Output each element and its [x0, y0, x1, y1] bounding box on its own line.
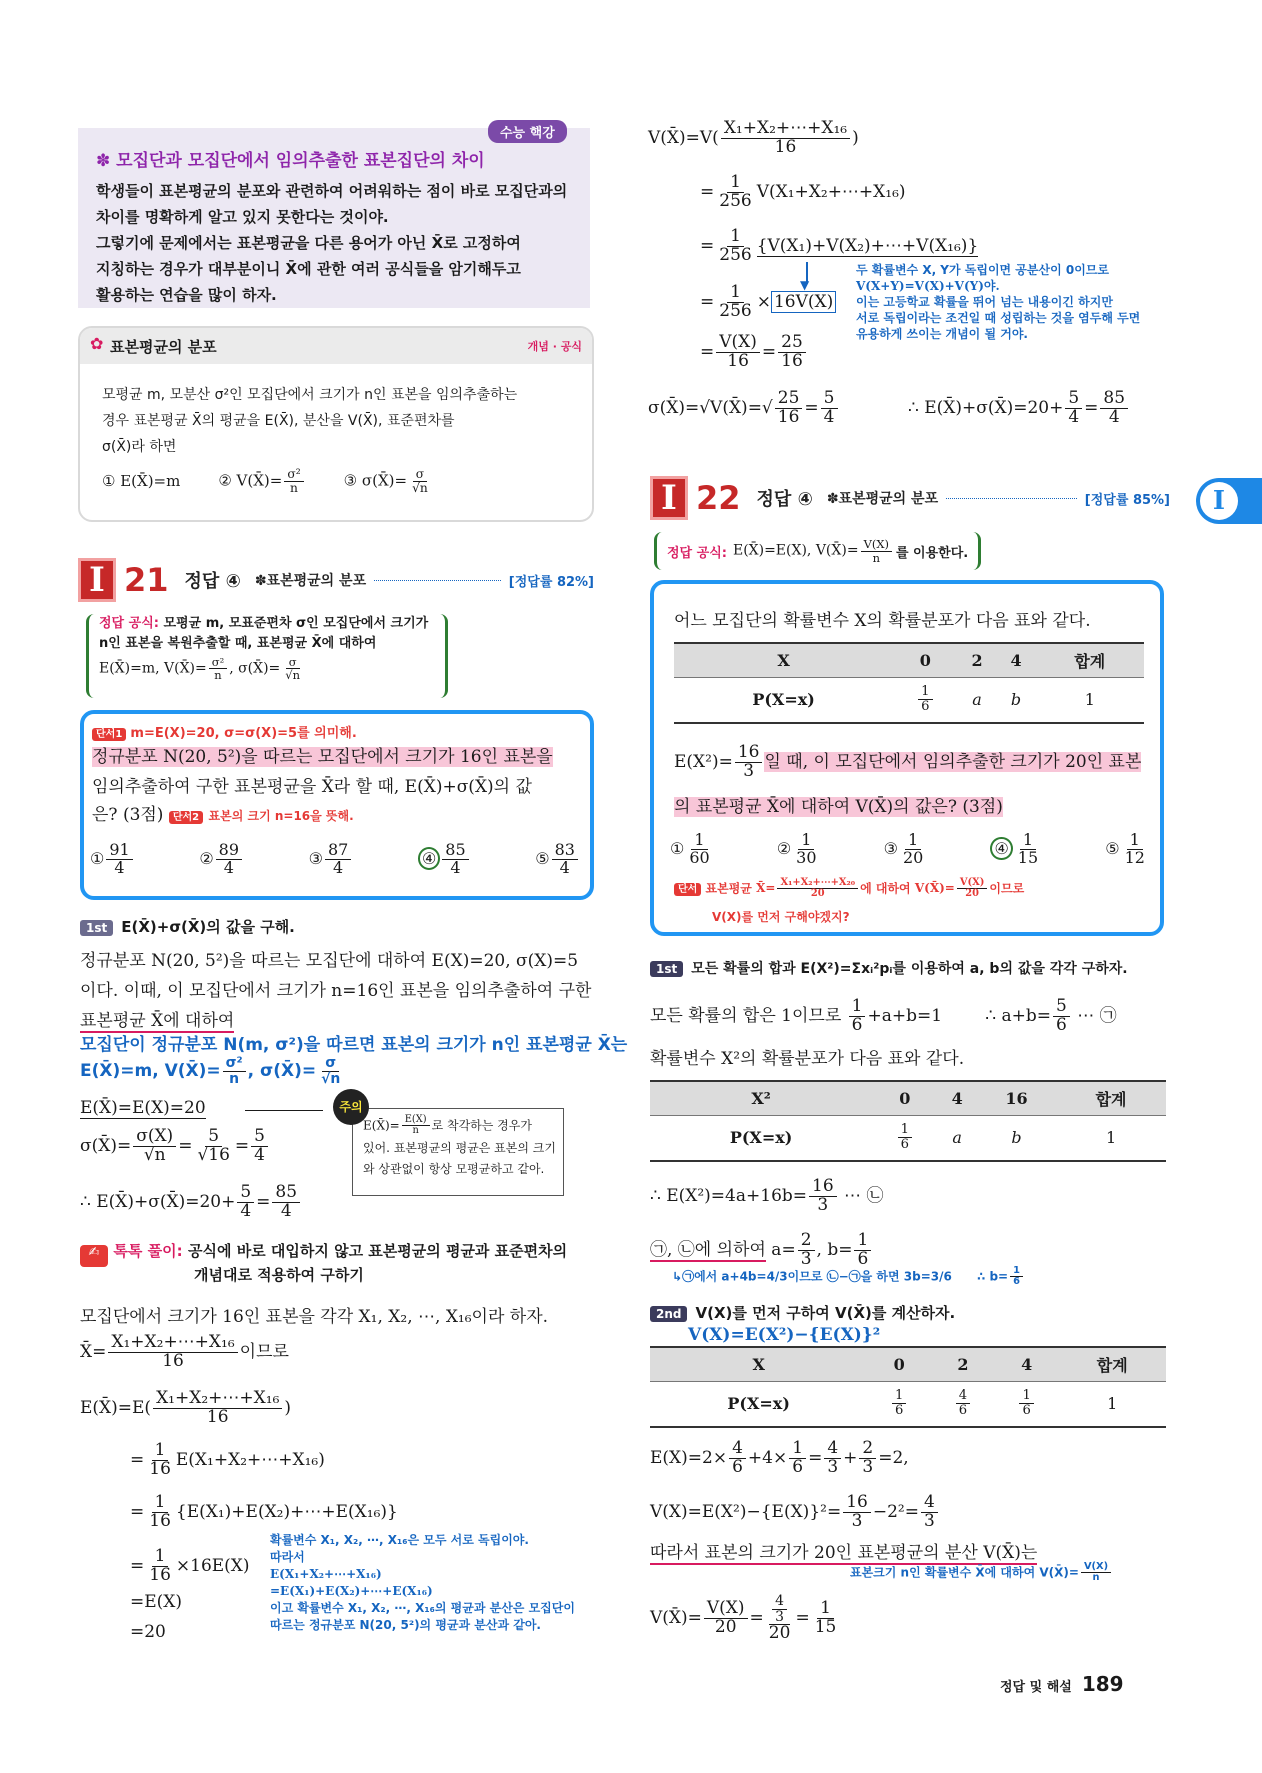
p21-choice-1[interactable]: ① $\frac{91}{4}$ — [90, 842, 135, 877]
p21-choice-3[interactable]: ③ $\frac{87}{4}$ — [309, 842, 354, 877]
p21-body-1: 정규분포 N(20, 5²)을 따르는 모집단에 대하여 E(X)=20, σ(X)=5 — [80, 951, 579, 971]
p22-choice-4[interactable]: ④ $\frac{1}{15}$ — [990, 832, 1043, 867]
core-line-2: 차이를 명확하게 알고 있지 못한다는 것이야. — [96, 208, 389, 226]
concept-formulas — [102, 468, 433, 495]
p22-formula: 정답 공식: E(X̄)=E(X), V(X̄)= $\frac{V(X)}{n}$ 를 이용한다. — [654, 532, 981, 570]
p21-choices — [90, 842, 580, 877]
p22-ex: E(X)=2× $\frac{4}{6}$ +4× $\frac{1}{6}$ = $\frac{4}{3}$ + $\frac{2}{3}$ =2, — [650, 1438, 909, 1477]
p21-question-box — [80, 710, 594, 900]
p21-dots — [374, 580, 501, 581]
p22-q-line-1: E(X²)= $\frac{16}{3}$ 일 때, 이 모집단에서 임의추출한 크기가 20인 표본 — [674, 742, 1142, 781]
p22-q-intro: 어느 모집단의 확률변수 X의 확률분포가 다음 표와 같다. — [674, 611, 1091, 631]
thumbs-icon: ✍ — [80, 1245, 108, 1267]
p21-note1-eq: E(X̄)=m, V(X̄)= $\frac{\text{σ²}}{n}$ , σ(X̄)= $\frac{\sigma}{√n}$ — [80, 1055, 341, 1087]
flower-icon: ✿ — [90, 334, 104, 353]
p22-step2: 2nd V(X)를 먼저 구하여 V(X̄)를 계산하자. — [650, 1302, 955, 1323]
concept-item-2: ② V(X̄)= $\frac{\text{σ²}}{n}$ — [218, 468, 305, 495]
p21-alt-header: ✍ 톡톡 풀이: 공식에 바로 대입하지 않고 표본평균의 평균과 표준편차의 — [80, 1240, 567, 1267]
p21-alt-note: 확률변수 X₁, X₂, ⋯, X₁₆은 모두 서로 독립이야. 따라서 E(X₁+X₂+⋯+X₁₆) =E(X₁)+E(X₂)+⋯+E(X₁₆) 이고 확률변수 X₁, X₂, ⋯, X₁₆의 평균과 분산은 모집단이 따르는 정규분포 N(20, 5²)의 평균과 분산과 같아. — [270, 1533, 575, 1632]
core-line-3: 그렇기에 문제에서는 표본평균을 다른 용어가 아닌 X̄로 고정하여 — [96, 234, 521, 252]
p21-alt-eq3: = $\frac{1}{16}$ E(X₁+X₂+⋯+X₁₆) — [130, 1440, 325, 1479]
p21-q-line-1: 정규분포 N(20, 5²)을 따르는 모집단에서 크기가 16인 표본을 — [92, 747, 553, 767]
p21-alt-desc-2: 개념대로 적용하여 구하기 — [194, 1266, 364, 1284]
p22-final-line: 따라서 표본의 크기가 20인 표본평균의 분산 V(X̄)는 — [650, 1543, 1038, 1563]
rt-eq1: V(X̄)=V( $\frac{\text{X₁+X₂+⋯+X₁₆}}{16}$ ) — [648, 118, 859, 157]
concept-line-1: 모평균 m, 모분산 σ²인 모집단에서 크기가 n인 표본을 임의추출하는 — [102, 387, 518, 403]
footer-label: 정답 및 해설 — [1000, 1680, 1072, 1695]
p22-choices — [670, 832, 1150, 867]
p22-choice-2[interactable]: ② $\frac{1}{30}$ — [776, 830, 817, 867]
p21-q-line-3: 은? (3점) 단서2 표본의 크기 n=16을 뜻해. — [92, 805, 354, 825]
p21-number: 21 — [124, 561, 169, 599]
concept-item-3: ③ σ(X̄)= $\frac{\sigma}{√n}$ — [343, 467, 428, 495]
core-line-4: 지칭하는 경우가 대부분이니 X̄에 관한 여러 공식들을 암기해두고 — [96, 260, 521, 278]
p21-formula-eq: E(X̄)=m, V(X̄)= $\frac{\text{σ²}}{n}$ , σ(X̄)= $\frac{\sigma}{√n}$ — [99, 655, 300, 683]
rt-note: 두 확률변수 X, Y가 독립이면 공분산이 0이므로 V(X+Y)=V(X)+V(Y)야. 이는 고등학교 확률을 뛰어 넘는 내용이긴 하지만 서로 독립이라는 조건일 때 성립하는 것을 염두해 두면 유용하게 쓰이는 개념이 될 거야. — [856, 263, 1141, 341]
p22-step1: 1st 모든 확률의 합과 E(X²)=Σxᵢ²pᵢ를 이용하여 a, b의 값을 각각 구하자. — [650, 958, 1128, 978]
p21-alt-eq6: =E(X) — [130, 1592, 183, 1612]
p21-header — [78, 558, 594, 602]
p21-formula-line-2: n인 표본을 복원추출할 때, 표본평균 X̄에 대하여 — [99, 636, 377, 651]
caution-line-3: 와 상관없이 항상 모평균하고 같아. — [363, 1161, 545, 1176]
page-footer — [1000, 1672, 1124, 1696]
p22-topic: ✽표본평균의 분포 — [826, 491, 939, 507]
p21-body-2: 이다. 이때, 이 모집단에서 크기가 n=16인 표본을 임의추출하여 구한 — [80, 981, 592, 1001]
concept-title: 표본평균의 분포 — [110, 338, 217, 356]
p22-step2-note: V(X)=E(X²)−{E(X)}² — [688, 1325, 881, 1345]
p22-solve: ㉠, ㉡에 의하여 a= $\frac{2}{3}$ , b= $\frac{1}{6}$ — [650, 1232, 873, 1269]
p21-eq3: ∴ E(X̄)+σ(X̄)=20+ $\frac{5}{4}$ = $\frac{85}{4}$ — [80, 1184, 302, 1221]
p22-eq-ex2: ∴ E(X²)=4a+16b= $\frac{16}{3}$ ⋯ ㉡ — [650, 1176, 884, 1215]
p22-final-note: 표본크기 n인 확률변수 X̄에 대하여 V(X̄)= $\frac{V(X)}{n}$ — [850, 1562, 1113, 1584]
rt-arrow-head: ▼ — [800, 278, 810, 292]
rt-eq3: = $\frac{1}{256}$ {V(X₁)+V(X₂)+⋯+V(X₁₆)} — [700, 226, 979, 265]
p22-hint: 단서 표본평균 X̄= $\frac{\text{X₁+X₂+⋯+X₂₀}}{20}$ 에 대하여 V(X̄)= $\frac{V(X)}{20}$ 이므로 — [674, 878, 1024, 900]
concept-line-3: σ(X̄)라 하면 — [102, 439, 177, 455]
p21-alt-eq4: = $\frac{1}{16}$ {E(X₁)+E(X₂)+⋯+E(X₁₆)} — [130, 1492, 398, 1531]
p22-x2-line: 확률변수 X²의 확률분포가 다음 표와 같다. — [650, 1049, 965, 1069]
p22-choice-1[interactable]: ① $\frac{1}{60}$ — [670, 830, 710, 867]
p21-choice-4[interactable]: ④ $\frac{85}{4}$ — [418, 842, 471, 877]
p22-table1: X 0 2 4 합계 P(X=x) $\frac{1}{6}$ a b 1 — [674, 642, 1144, 724]
side-tab-circle: I — [1200, 482, 1238, 520]
p21-note1: 모집단이 정규분포 N(m, σ²)을 따르면 표본의 크기가 n인 표본평균 X̄는 — [80, 1035, 628, 1055]
caution-line-2: 있어. 표본평균의 평균은 표본의 크기 — [363, 1140, 556, 1155]
p21-choice-5[interactable]: ⑤ $\frac{83}{4}$ — [535, 842, 580, 877]
rt-eq7: ∴ E(X̄)+σ(X̄)=20+ $\frac{5}{4}$ = $\frac{85}{4}$ — [908, 390, 1130, 427]
core-line-5: 활용하는 연습을 많이 하자. — [96, 286, 277, 304]
p21-alt-eq2: E(X̄)=E( $\frac{\text{X₁+X₂+⋯+X₁₆}}{16}$ ) — [80, 1388, 292, 1427]
p22-header — [650, 476, 1170, 520]
p21-alt-eq1: X̄= $\frac{\text{X₁+X₂+⋯+X₁₆}}{16}$ 이므로 — [80, 1332, 289, 1371]
p21-alt-eq7: =20 — [130, 1622, 166, 1642]
p21-eq1: E(X̄)=E(X)=20 — [80, 1098, 206, 1118]
p21-q-line-2: 임의추출하여 구한 표본평균을 X̄라 할 때, E(X̄)+σ(X̄)의 값 — [92, 777, 532, 797]
concept-item-1: ① E(X̄)=m — [102, 472, 181, 491]
p21-formula — [86, 614, 448, 698]
p22-rate: [정답률 85%] — [1084, 492, 1170, 508]
p22-table2: X² 0 4 16 합계 P(X=x) $\frac{1}{6}$ a b 1 — [650, 1080, 1166, 1162]
p21-formula-label: 정답 공식: — [99, 616, 159, 631]
p21-eq2: σ(X̄)= $\frac{\sigma(X)}{√n}$ = $\frac{5}{√16}$ = $\frac{5}{4}$ — [80, 1128, 270, 1165]
p21-formula-line-1: 모평균 m, 모표준편차 σ인 모집단에서 크기가 — [163, 616, 429, 631]
p21-hint2-text: 표본의 크기 n=16을 뜻해. — [208, 809, 354, 823]
rt-eq5: = $\frac{V(X)}{16}$ = $\frac{25}{16}$ — [700, 334, 808, 371]
p21-alt-eq5: = $\frac{1}{16}$ ×16E(X) — [130, 1546, 250, 1585]
p22-sum-line: 모든 확률의 합은 1이므로 $\frac{1}{6}$ +a+b=1 ∴ a+b= $\frac{5}{6}$ ⋯ ㉠ — [650, 996, 1117, 1035]
p21-step1: 1st E(X̄)+σ(X̄)의 값을 구해. — [80, 916, 295, 937]
p22-vx: V(X)=E(X²)−{E(X)}²= $\frac{16}{3}$ −2²= $\frac{4}{3}$ — [650, 1494, 940, 1531]
p21-choice-2[interactable]: ② $\frac{89}{4}$ — [199, 842, 244, 877]
core-box — [78, 128, 590, 308]
p21-unit-icon: I — [78, 558, 116, 602]
p21-hint1-tag: 단서1 — [92, 728, 126, 741]
caution-badge: 주의 — [333, 1089, 369, 1125]
p22-dots — [946, 498, 1077, 499]
page-number: 189 — [1081, 1672, 1124, 1696]
caution-line-1: E(X̄)= $\frac{E(X)}{n}$ 로 착각하는 경우가 — [363, 1114, 532, 1137]
p21-caution — [339, 1100, 564, 1196]
p22-final-eq: V(X̄)= $\frac{V(X)}{20}$ = $\frac{\frac{4}{3}}{20}$ = $\frac{1}{15}$ — [650, 1593, 837, 1644]
p21-body-3: 표본평균 X̄에 대하여 — [80, 1011, 235, 1031]
p22-answer: 정답 ④ — [756, 489, 813, 510]
side-tab — [1196, 478, 1262, 524]
p22-choice-3[interactable]: ③ $\frac{1}{20}$ — [883, 830, 924, 867]
p22-solve-note: ↳㉠에서 a+4b=4/3이므로 ㉡−㉠을 하면 3b=3/6 ∴ b= $\frac{1}{6}$ — [672, 1266, 1025, 1288]
p22-choice-5[interactable]: ⑤ $\frac{1}{12}$ — [1105, 830, 1145, 867]
p21-hint2-tag: 단서2 — [169, 811, 203, 824]
core-line-1: 학생들이 표본평균의 분포와 관련하여 어려워하는 점이 바로 모집단과의 — [96, 182, 568, 200]
p22-table3: X 0 2 4 합계 P(X=x) $\frac{1}{6}$ $\frac{4}{6}$ $\frac{1}{6}$ 1 — [650, 1346, 1166, 1428]
p21-hint1 — [92, 722, 357, 741]
p22-question-box — [650, 580, 1164, 936]
p21-answer: 정답 ④ — [184, 571, 241, 592]
concept-header — [80, 328, 592, 364]
p21-topic: ✽표본평균의 분포 — [254, 573, 367, 589]
core-badge: 수능 핵강 — [488, 120, 567, 143]
rt-eq2: = $\frac{1}{256}$ V(X₁+X₂+⋯+X₁₆) — [700, 172, 906, 211]
p21-arrow-line — [245, 1110, 323, 1111]
rt-eq6: σ(X̄)=√V(X̄)=√ $\frac{25}{16}$ = $\frac{5}{4}$ — [648, 390, 840, 427]
p21-rate: [정답률 82%] — [508, 574, 594, 590]
concept-line-2: 경우 표본평균 X̄의 평균을 E(X̄), 분산을 V(X̄), 표준편차를 — [102, 413, 455, 429]
concept-tag: 개념 · 공식 — [527, 340, 582, 353]
core-title: ✽ 모집단과 모집단에서 임의추출한 표본집단의 차이 — [96, 151, 485, 171]
p22-hint-line2: V(X)를 먼저 구해야겠지? — [712, 910, 850, 924]
concept-box — [78, 326, 594, 522]
p21-alt-line: 모집단에서 크기가 16인 표본을 각각 X₁, X₂, ⋯, X₁₆이라 하자. — [80, 1307, 549, 1327]
p22-unit-icon: I — [650, 476, 688, 520]
p21-hint1-text: m=E(X)=20, σ=σ(X)=5를 의미해. — [130, 726, 357, 741]
rt-eq4: = $\frac{1}{256}$ × 16V(X) — [700, 284, 836, 321]
p22-number: 22 — [696, 479, 741, 517]
p22-q-line-2: 의 표본평균 X̄에 대하여 V(X̄)의 값은? (3점) — [674, 797, 1003, 817]
